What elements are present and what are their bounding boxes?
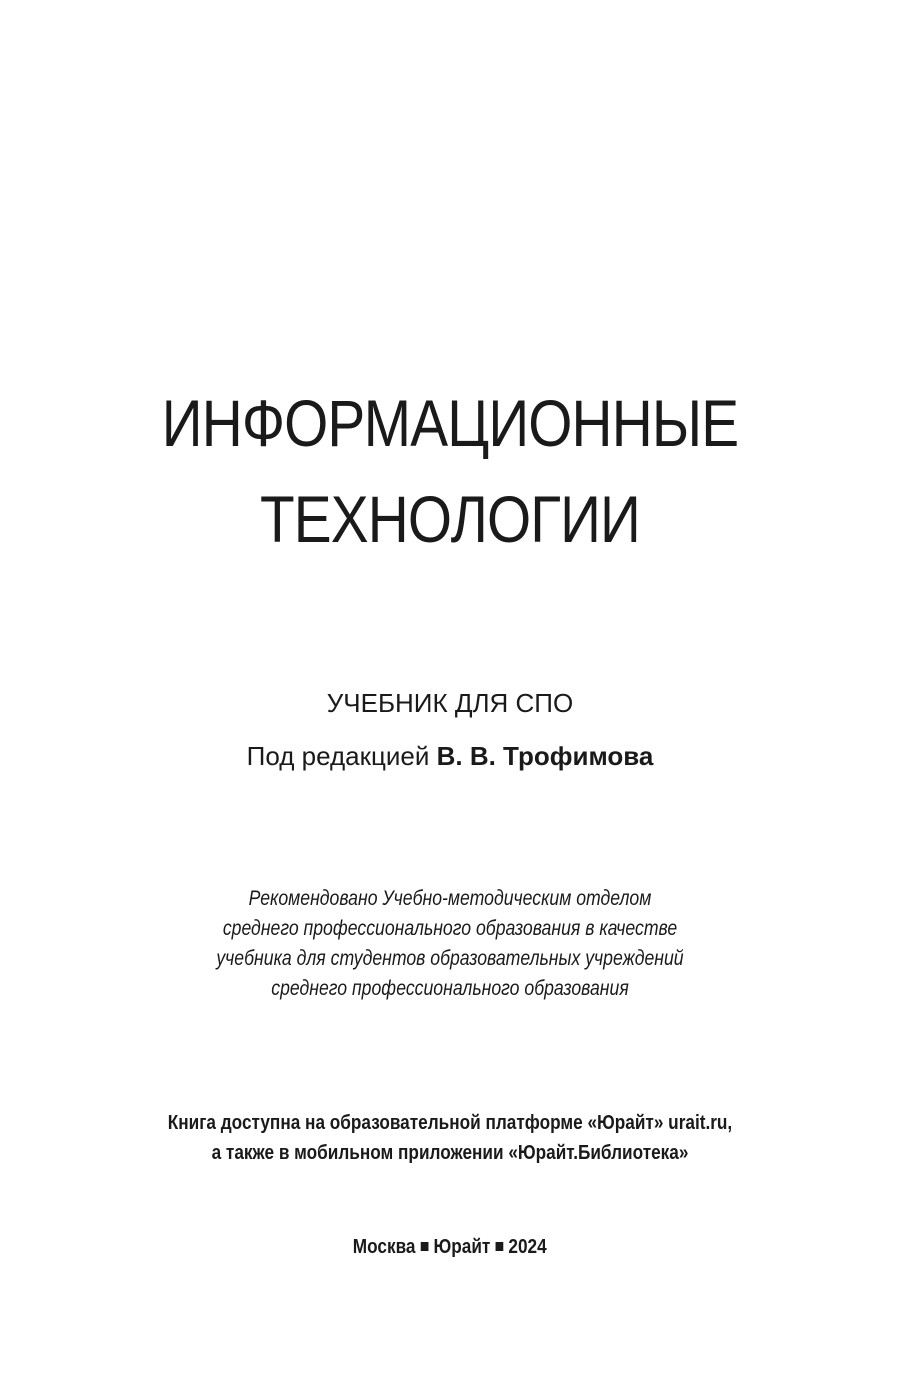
recommendation-line: Рекомендовано Учебно-методическим отделом xyxy=(248,887,652,910)
availability-line: а также в мобильном приложении «Юрайт.Библиотека» xyxy=(211,1142,689,1164)
recommendation-line: учебника для студентов образовательных учреждений xyxy=(216,947,684,970)
imprint xyxy=(0,1232,900,1262)
recommendation-notice xyxy=(0,884,900,1004)
recommendation-line: среднего профессионального образования xyxy=(271,977,629,1000)
book-subtitle: УЧЕБНИК ДЛЯ СПО xyxy=(326,688,574,718)
book-title-line-1: ИНФОРМАЦИОННЫЕ xyxy=(161,386,739,460)
editor-name: В. В. Трофимова xyxy=(436,741,654,771)
book-title xyxy=(0,375,900,567)
imprint-city: Москва xyxy=(353,1236,416,1258)
editor-credit xyxy=(0,739,900,773)
availability-line: Книга доступна на образовательной платформе «Юрайт» urait.ru, xyxy=(167,1112,733,1134)
book-title-line-2: ТЕХНОЛОГИИ xyxy=(259,482,641,556)
recommendation-line: среднего профессионального образования в качестве xyxy=(222,917,678,940)
availability-notice xyxy=(0,1108,900,1168)
imprint-year: 2024 xyxy=(508,1236,547,1258)
imprint-publisher: Юрайт xyxy=(433,1236,491,1258)
editor-prefix: Под редакцией xyxy=(246,741,437,771)
square-separator-icon xyxy=(421,1242,429,1251)
square-separator-icon xyxy=(496,1242,504,1251)
